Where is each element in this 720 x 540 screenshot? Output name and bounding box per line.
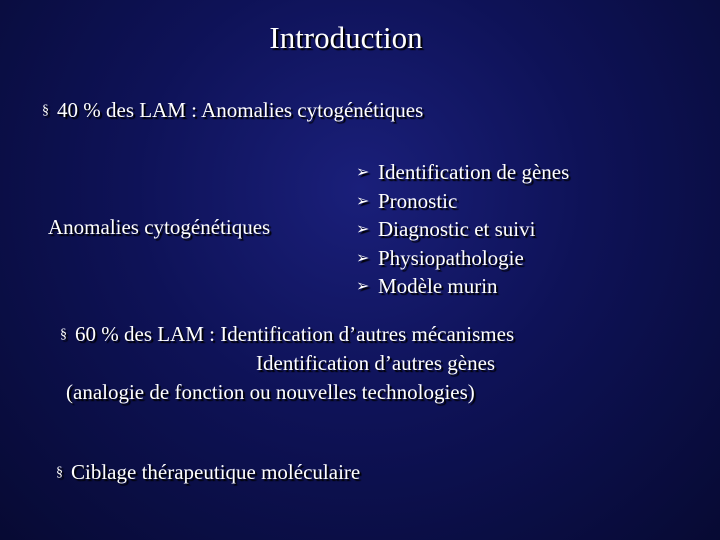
bullet-icon: § — [42, 103, 49, 118]
left-label: Anomalies cytogénétiques — [48, 215, 271, 239]
arrow-bullet-icon: ➢ — [356, 162, 370, 181]
arrow-list-item — [356, 187, 569, 216]
arrow-item-label: Identification de gènes — [378, 160, 570, 184]
arrow-item-label: Modèle murin — [378, 274, 498, 298]
arrow-list-item — [356, 272, 569, 301]
arrow-bullet-icon: ➢ — [356, 276, 370, 295]
arrow-item-label: Physiopathologie — [378, 245, 524, 270]
slide-title: Introduction — [269, 20, 423, 55]
bullet-icon: § — [56, 465, 63, 480]
bullet-point-2-line-1: 60 % des LAM : Identification d’autres mécanismes — [75, 322, 515, 346]
arrow-list-item — [356, 244, 569, 273]
bullet-point-3 — [56, 459, 360, 486]
arrow-bullet-icon: ➢ — [356, 190, 370, 210]
bullet-point-1-text: 40 % des LAM : Anomalies cytogénétiques — [57, 98, 424, 122]
arrow-item-label: Diagnostic et suivi — [378, 217, 536, 241]
bullet-point-3-text: Ciblage thérapeutique moléculaire — [71, 460, 361, 484]
bullet-icon: § — [60, 327, 67, 342]
arrow-bullet-icon: ➢ — [356, 219, 370, 238]
bullet-point-2-line-3: (analogie de fonction ou nouvelles technologies) — [66, 380, 475, 404]
arrow-list-item — [356, 215, 569, 244]
arrow-list — [356, 158, 569, 301]
arrow-bullet-icon: ➢ — [356, 247, 370, 267]
bullet-point-2 — [60, 321, 514, 348]
arrow-list-item — [356, 158, 569, 187]
arrow-item-label: Pronostic — [378, 188, 458, 213]
bullet-point-1 — [42, 97, 423, 124]
bullet-point-2-line-2: Identification d’autres gènes — [256, 351, 496, 375]
